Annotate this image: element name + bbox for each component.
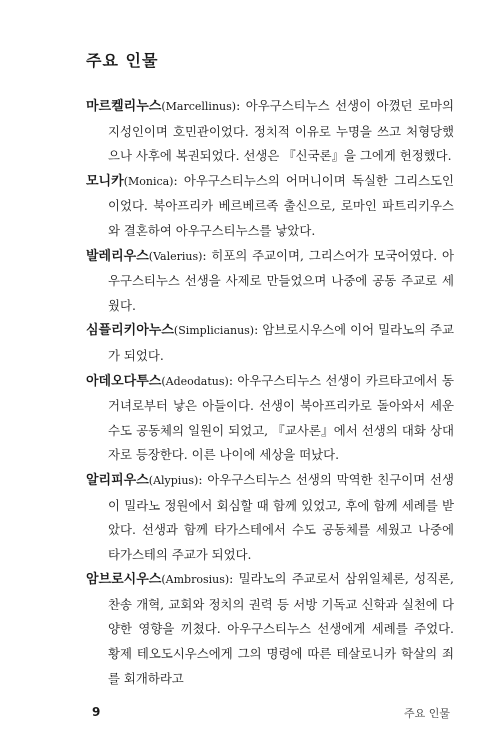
entry-latin-name: (Valerius) [148,249,203,263]
entry-latin-name: (Monica) [123,174,174,188]
entry-text: : 아우구스티누스의 어머니이며 독실한 그리스도인이었다. 북아프리카 베르베르족 출신으로, 로마인 파트리키우스와 결혼하여 아우구스티누스를 낳았다. [108,172,454,238]
entry-monica [86,169,454,244]
entry-name: 알리피우스 [86,472,149,488]
entry-latin-name: (Ambrosius) [161,573,230,587]
entry-text: : 아우구스티누스 선생이 아꼈던 로마의 지성인이며 호민관이었다. 정치적 이유로 누명을 쓰고 처형당했으나 사후에 복권되었다. 선생은 『신국론』을 그에게 헌정했다. [108,98,454,164]
entry-simplicianus [86,318,454,368]
entry-name: 모니카 [86,173,124,189]
entry-text: : 히포의 주교이며, 그리스어가 모국어였다. 아우구스티누스 선생을 사제로 만들었으며 나중에 공동 주교로 세웠다. [108,247,454,313]
entry-name: 마르켈리누스 [86,99,162,114]
entry-latin-name: (Adeodatus) [161,374,229,388]
entry-text: : 암브로시우스에 이어 밀라노의 주교가 되었다. [108,322,454,363]
entry-text: : 아우구스티누스 선생의 막역한 친구이며 선생이 밀라노 정원에서 회심할 때 함께 있었고, 후에 함께 세례를 받았다. 선생과 함께 타가스테에서 수도 공동체를 세웠고 나중에 타가스테의 주교가 되었다. [108,471,454,562]
entry-name: 발레리우스 [86,248,149,264]
entry-name: 심플리키아누스 [86,323,174,339]
page-title: 주요 인물 [86,51,159,70]
entry-name: 암브로시우스 [86,572,162,588]
entry-list [86,94,454,691]
entry-text: : 아우구스티누스 선생이 카르타고에서 동거녀로부터 낳은 아들이다. 선생이 북아프리카로 돌아와서 세운 수도 공동체의 일원이 되었고, 『교사론』에서 선생의 대화 상대자로 등장한다. 이른 나이에 세상을 떠났다. [108,372,454,463]
entry-name: 아데오다투스 [86,373,162,389]
entry-marcellinus [86,94,454,169]
entry-adeodatus [86,369,454,468]
entry-text: : 밀라노의 주교로서 삼위일체론, 성직론, 찬송 개혁, 교회와 정치의 권력 등 서방 기독교 신학과 실천에 다양한 영향을 끼쳤다. 아우구스티누스 선생에게 세례를 주었다. 황제 테오도시우스에게 그의 명령에 따른 테살로니카 학살의 죄를 회개하라고 [108,571,454,686]
running-footer: 주요 인물 [403,707,450,720]
entry-valerius [86,244,454,319]
page-number: 9 [92,705,101,719]
entry-ambrosius [86,567,454,691]
entry-latin-name: (Simplicianus) [173,324,255,338]
entry-latin-name: (Marcellinus) [161,100,237,113]
entry-alypius [86,468,454,567]
entry-latin-name: (Alypius) [148,473,199,487]
